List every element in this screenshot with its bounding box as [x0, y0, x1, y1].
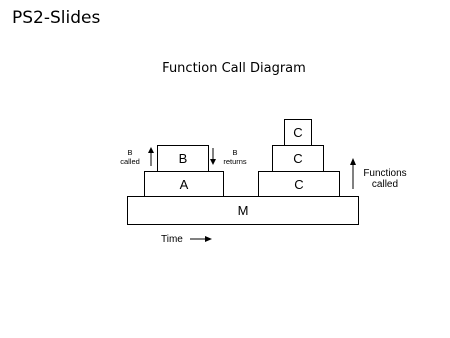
b-returns-arrow-icon — [210, 148, 216, 165]
box-c-bottom: C — [258, 171, 340, 197]
box-b: B — [157, 145, 209, 172]
diagram-title: Function Call Diagram — [162, 61, 306, 76]
box-c-top: C — [284, 119, 312, 146]
functions-called-label: Functions called — [363, 168, 407, 190]
b-called-arrow-icon — [148, 147, 154, 166]
box-c-middle: C — [272, 145, 324, 172]
box-m: M — [127, 196, 359, 225]
b-returns-label: B returns — [223, 148, 247, 166]
functions-called-arrow-icon — [350, 158, 356, 189]
slide-title: PS2-Slides — [12, 8, 101, 28]
time-arrow-icon — [190, 236, 212, 242]
b-called-label: B called — [120, 148, 140, 166]
box-a: A — [144, 171, 224, 197]
time-label: Time — [161, 234, 183, 245]
